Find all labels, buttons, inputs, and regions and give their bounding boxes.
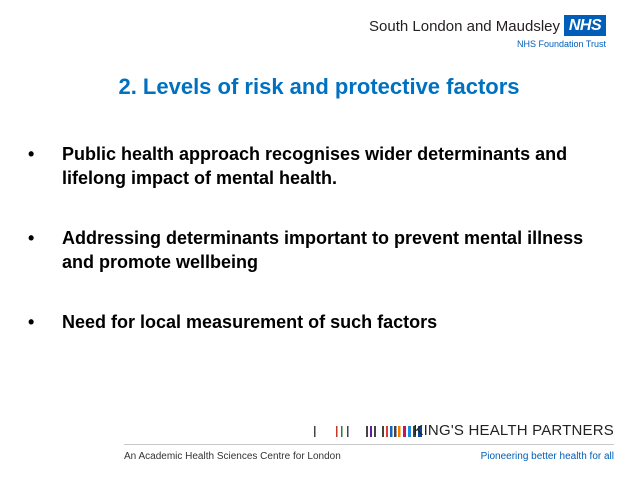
footer [124,418,614,468]
footer-left-text: An Academic Health Sciences Centre for London [124,451,341,462]
bullet-item [28,142,608,190]
bullet-text: Public health approach recognises wider determinants and lifelong impact of mental health. [62,144,568,188]
bullet-text: Need for local measurement of such factors [62,312,438,332]
nhs-badge: NHS [564,15,606,36]
bullet-text: Addressing determinants important to prevent mental illness and promote wellbeing [62,228,584,272]
footer-right-text: Pioneering better health for all [480,451,614,462]
slam-logo [346,15,606,53]
bullet-symbol: • [28,144,35,164]
footer-divider [124,444,614,445]
bullet-item [28,310,608,334]
trust-name: NHS Foundation Trust [516,39,606,49]
partner-name: KING'S HEALTH PARTNERS [413,422,614,439]
slide-title: 2. Levels of risk and protective factors [118,74,520,99]
bullet-item [28,226,608,274]
khp-logo-bars-icon [314,423,424,439]
bullet-symbol: • [28,312,35,332]
org-name: South London and Maudsley [369,18,560,35]
bullet-symbol: • [28,228,35,248]
bullet-list [28,142,608,334]
